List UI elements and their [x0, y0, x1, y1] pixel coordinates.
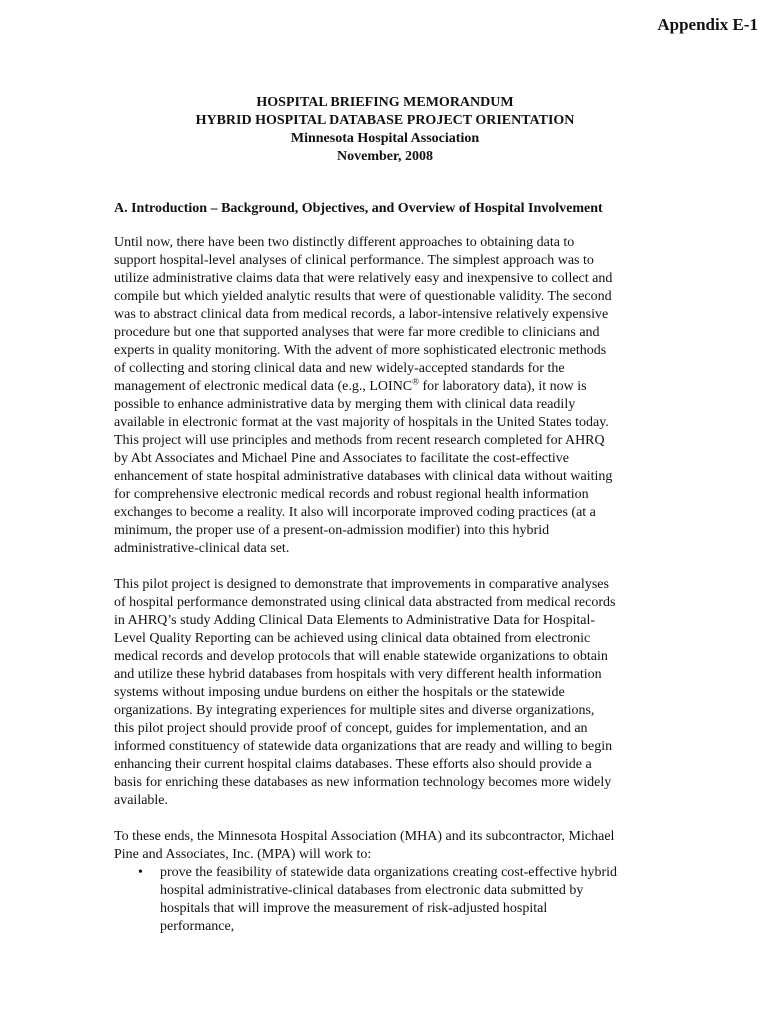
text-line: enhancement of state hospital administrative databases with clinical data without waiting — [114, 469, 613, 484]
bullet-icon: • — [138, 865, 143, 880]
text-line: in AHRQ’s study Adding Clinical Data Elements to Administrative Data for Hospital- — [114, 613, 595, 628]
text-line: To these ends, the Minnesota Hospital Association (MHA) and its subcontractor, Michael — [114, 829, 615, 844]
text-line: experts in quality monitoring. With the advent of more sophisticated electronic methods — [114, 343, 607, 358]
text-line: of hospital performance demonstrated using clinical data abstracted from medical records — [114, 595, 616, 610]
text-line: This pilot project is designed to demonstrate that improvements in comparative analyses — [114, 577, 609, 592]
text-line: informed constituency of statewide data organizations that are ready and willing to begin — [114, 739, 613, 754]
organization-name: Minnesota Hospital Association — [290, 131, 480, 146]
text-line: of collecting and storing clinical data and new widely-accepted standards for the — [114, 361, 565, 376]
text-line: procedure but one that supported analyses that were far more credible to clinicians and — [114, 325, 600, 340]
text-line: this pilot project should provide proof of concept, guides for implementation, and an — [114, 721, 588, 736]
memo-date: November, 2008 — [337, 149, 433, 164]
text-line: and utilize these hybrid databases from hospitals with very different health information — [114, 667, 602, 682]
text-line: basis for enriching these databases as new information technology becomes more widely — [114, 775, 612, 790]
paragraph-pilot-project — [114, 576, 674, 810]
text-line: medical records and develop protocols that will enable statewide organizations to obtain — [114, 649, 608, 664]
memo-title-block — [0, 94, 770, 166]
text-line: hospital administrative-clinical databases from electronic data submitted by — [160, 883, 584, 898]
text-line: administrative-clinical data set. — [114, 541, 290, 556]
memo-body — [114, 234, 674, 936]
section-heading: A. Introduction – Background, Objectives, and Overview of Hospital Involvement — [114, 201, 603, 216]
text-line: hospitals that will improve the measurement of risk-adjusted hospital — [160, 901, 548, 916]
text-line: support hospital-level analyses of clinical performance. The simplest approach was to — [114, 253, 594, 268]
appendix-label: Appendix E-1 — [657, 15, 758, 34]
text-line: available. — [114, 793, 169, 808]
text-line: minimum, the proper use of a present-on-admission modifier) into this hybrid — [114, 523, 550, 538]
text-line: for comprehensive electronic medical records and robust regional health information — [114, 487, 589, 502]
text-line: Until now, there have been two distinctly different approaches to obtaining data to — [114, 235, 575, 250]
list-item — [114, 864, 674, 936]
text-line: systems without imposing undue burdens on either the hospitals or the statewide — [114, 685, 565, 700]
text-line: organizations. By integrating experiences for multiple sites and diverse organizations, — [114, 703, 595, 718]
text-line: available in electronic format at the vast majority of hospitals in the United States today. — [114, 415, 609, 430]
text-line: Level Quality Reporting can be achieved using clinical data obtained from electronic — [114, 631, 591, 646]
text-line: utilize administrative claims data that were relatively easy and inexpensive to collect and — [114, 271, 613, 286]
paragraph-objectives — [114, 828, 674, 936]
memo-title: HOSPITAL BRIEFING MEMORANDUM — [256, 95, 514, 110]
paragraph-introduction — [114, 234, 674, 558]
text-line: prove the feasibility of statewide data organizations creating cost-effective hybrid — [160, 865, 618, 880]
loinc-suffix: for laboratory data), it now is — [419, 379, 587, 394]
text-line: Pine and Associates, Inc. (MPA) will work to: — [114, 847, 372, 862]
loinc-prefix: management of electronic medical data (e.g., LOINC — [114, 379, 413, 394]
text-line: performance, — [160, 919, 235, 934]
text-line: exchanges to become a reality. It also will incorporate improved coding practices (at a — [114, 505, 596, 520]
registered-mark: ® — [412, 376, 419, 387]
text-line: This project will use principles and methods from recent research completed for AHRQ — [114, 433, 605, 448]
text-line: possible to enhance administrative data by merging them with clinical data readily — [114, 397, 576, 412]
text-line: was to abstract clinical data from medical records, a labor-intensive relatively expensive — [114, 307, 609, 322]
project-title: HYBRID HOSPITAL DATABASE PROJECT ORIENTATION — [195, 113, 575, 128]
text-line: by Abt Associates and Michael Pine and Associates to facilitate the cost-effective — [114, 451, 569, 466]
text-line: compile but which yielded analytic results that were of questionable validity. The second — [114, 289, 612, 304]
text-line-loinc — [114, 378, 674, 396]
text-line: enhancing their current hospital claims databases. These efforts also should provide a — [114, 757, 592, 772]
